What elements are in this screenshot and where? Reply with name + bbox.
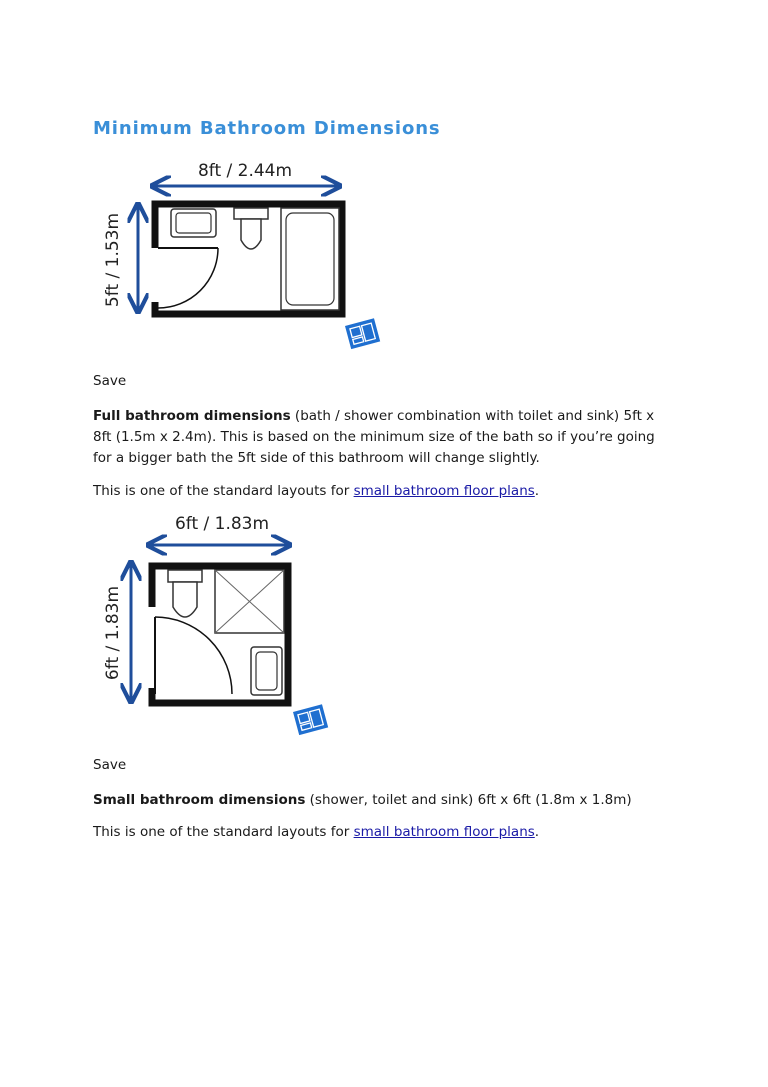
- width-dimension-label: 8ft / 2.44m: [197, 161, 293, 181]
- save-label-2[interactable]: Save: [93, 757, 127, 773]
- height-dimension-label: 5ft / 1.53m: [103, 212, 123, 308]
- floor-plans-link[interactable]: small bathroom floor plans: [353, 483, 535, 499]
- width-dimension-label: 6ft / 1.83m: [174, 514, 270, 534]
- para-line-1: (bath / shower combination with toilet and sink) 5ft x: [290, 408, 655, 424]
- bathtub: [281, 208, 339, 310]
- door-swing: [158, 248, 218, 308]
- standard-layouts-line-1: This is one of the standard layouts for small bathroom floor plans.: [93, 483, 540, 499]
- height-dimension-label: 6ft / 1.83m: [103, 585, 123, 681]
- floor-plans-link[interactable]: small bathroom floor plans: [353, 824, 535, 840]
- para-line-2: 8ft (1.5m x 2.4m). This is based on the minimum size of the bath so if you’re going: [93, 429, 655, 445]
- small-bathroom-floor-plan: [94, 507, 344, 752]
- full-bathroom-floor-plan: [94, 152, 384, 367]
- full-bathroom-paragraph: [93, 406, 693, 469]
- toilet-tank: [234, 208, 268, 219]
- small-bathroom-paragraph: Small bathroom dimensions (shower, toilet and sink) 6ft x 6ft (1.8m x 1.8m): [93, 792, 632, 808]
- standard-layouts-line-2: This is one of the standard layouts for small bathroom floor plans.: [93, 824, 540, 840]
- toilet-bowl: [173, 582, 197, 617]
- toilet-bowl: [241, 219, 261, 249]
- floor-plan-icon: [345, 318, 380, 349]
- toilet-tank: [168, 570, 202, 582]
- page-title: Minimum Bathroom Dimensions: [93, 118, 441, 139]
- para-line-3: for a bigger bath the 5ft side of this bathroom will change slightly.: [93, 450, 540, 466]
- full-bathroom-heading: Full bathroom dimensions: [93, 408, 291, 424]
- save-label-1[interactable]: Save: [93, 373, 127, 389]
- floor-plan-icon: [293, 704, 328, 735]
- small-bathroom-heading: Small bathroom dimensions: [93, 792, 306, 808]
